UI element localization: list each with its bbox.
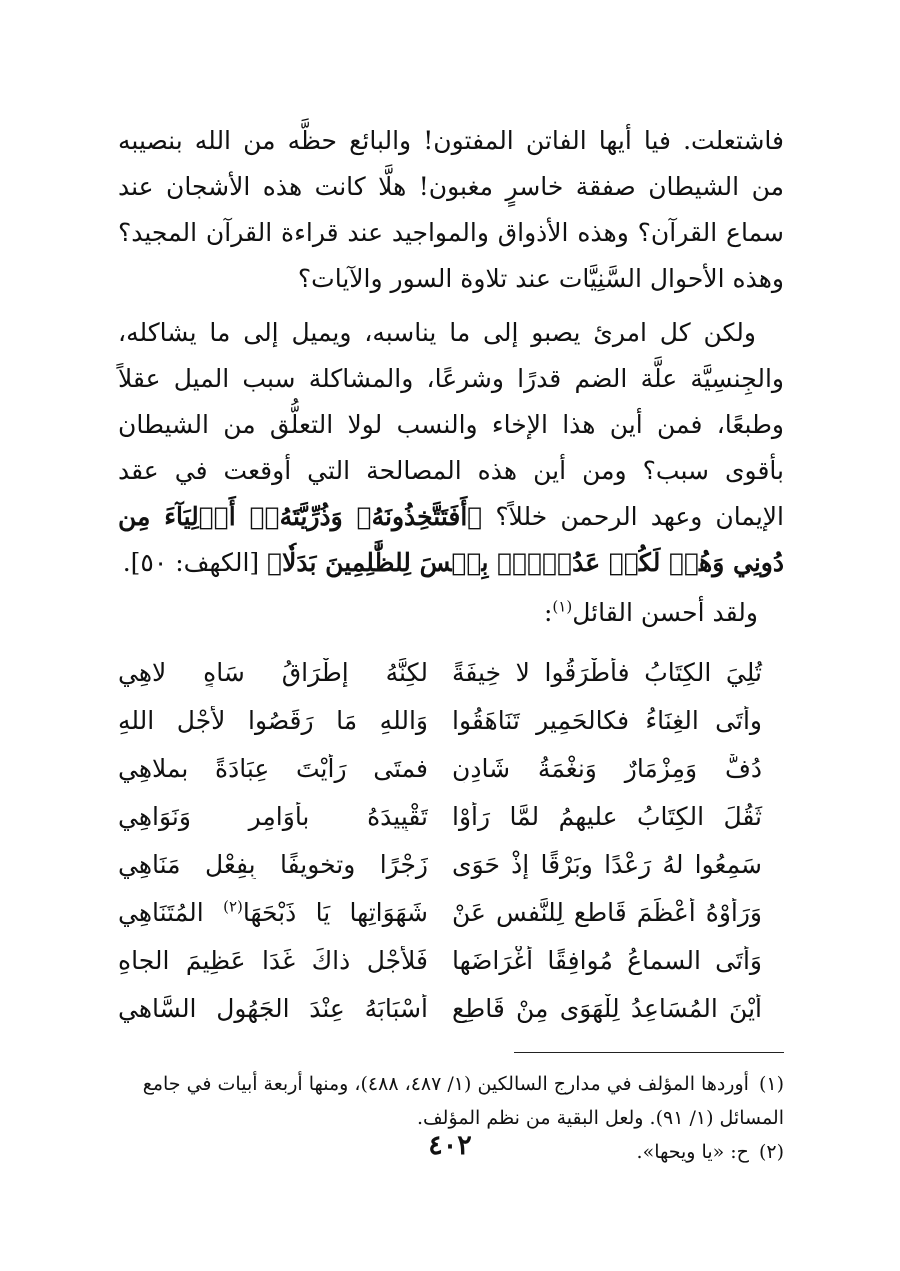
poem-intro-colon: : bbox=[543, 598, 553, 627]
verse-first-hemistich: وَأتَى السماعُ مُوافِقًا أَغْرَاضَها bbox=[452, 945, 762, 975]
verse bbox=[118, 840, 784, 888]
verse-second-hemistich: فَلأَجْلِ ذاكَ غَدَا عَظِيمَ الجاهِ bbox=[118, 945, 428, 975]
verse-second-hemistich: لكِنَّهُ إِطْرَاقُ سَاهٍ لاهِي bbox=[118, 657, 428, 687]
page-number: ٤٠٢ bbox=[428, 1130, 472, 1161]
verse bbox=[118, 984, 784, 1032]
footnote-mark-1: (١) bbox=[552, 597, 573, 616]
verse bbox=[118, 648, 784, 696]
verse-first-hemistich: وَرَأَوْهُ أَعْظَمَ قَاطعٍ لِلنَّفسِ عَنْ bbox=[452, 897, 762, 927]
verse-second-hemistich: تَقْيِيدَهُ بأَوَامِرٍ وَنَوَاهِي bbox=[118, 801, 428, 831]
verse-first-hemistich: دُفٌّ وَمِزْمَارٌ وَنغْمَةُ شَادِنٍ bbox=[452, 753, 762, 783]
poem-intro bbox=[118, 590, 758, 636]
verse bbox=[118, 792, 784, 840]
footnote bbox=[118, 1067, 784, 1135]
quran-reference: [الكهف: ٥٠]. bbox=[122, 548, 260, 577]
verse bbox=[118, 888, 784, 936]
verse bbox=[118, 744, 784, 792]
verse-second-hemistich: فمتَى رَأَيْتَ عِبَادَةً بملاهِي bbox=[118, 753, 428, 783]
verse bbox=[118, 696, 784, 744]
hemistich-text: شَهَوَاتِها يَا ذَبْحَهَا bbox=[242, 897, 428, 927]
verse-second-hemistich: زَجْرًا وتخويفًا بِفِعْلِ مَنَاهِي bbox=[118, 849, 428, 879]
footnote-number: (١) bbox=[758, 1073, 784, 1095]
verse-first-hemistich: تُلِيَ الكِتَابُ فأَطْرَقُوا لا خِيفَةً bbox=[452, 657, 762, 687]
verse-second-hemistich bbox=[118, 898, 428, 927]
verse-first-hemistich: ثَقُلَ الكِتَابُ عليهِمُ لمَّا رَأَوْا bbox=[452, 801, 762, 831]
footnote-number: (٢) bbox=[758, 1141, 784, 1163]
footnote-divider bbox=[514, 1052, 784, 1053]
poem-intro-text: ولقد أحسن القائل bbox=[572, 598, 758, 627]
verse bbox=[118, 936, 784, 984]
poem bbox=[118, 648, 784, 1032]
verse-first-hemistich: سَمِعُوا لهُ رَعْدًا وبَرْقًا إِذْ حَوَى bbox=[452, 849, 762, 879]
paragraph-2 bbox=[118, 310, 784, 586]
verse-second-hemistich: أَسْبَابَهُ عِنْدَ الجَهُولِ السَّاهي bbox=[118, 993, 428, 1023]
paragraph-1: فاشتعلت. فيا أيها الفاتن المفتون! والبائع حظَّه من الله بنصيبه من الشيطان صفقة خاسرٍ مغبون! هلَّا كانت هذه الأشجان عند سماع القرآن؟ وهذه الأذواق والمواجيد عند قراءة القرآن المجيد؟ وهذه الأحوال السَّنِيَّات عند تلاوة السور والآيات؟ bbox=[118, 126, 784, 293]
footnote-mark-2: (٢) bbox=[223, 897, 243, 916]
hemistich-text-end: المُتَنَاهِي bbox=[118, 897, 224, 927]
verse-first-hemistich: وأتَى الغِنَاءُ فكالحَمِيرِ تَنَاهَقُوا bbox=[452, 705, 762, 735]
verse-first-hemistich: أيْنَ المُسَاعِدُ لِلْهَوَى مِنْ قَاطِعٍ bbox=[452, 993, 762, 1023]
page-content bbox=[118, 118, 784, 1168]
quran-verse: ﴿أَفَتَتَّخِذُونَهُۥ وَذُرِّيَّتَهُۥٓ أَوۡلِيَآءَ مِن دُونِي وَهُمۡ لَكُمۡ عَدُوُّۢۚ بِئۡسَ لِلظَّٰلِمِينَ بَدَلٗا﴾ bbox=[118, 502, 784, 577]
footnote-text: ح: «يا ويحها». bbox=[636, 1141, 749, 1163]
paragraph-2-text: ولكن كل امرئ يصبو إلى ما يناسبه، ويميل إلى ما يشاكله، والجِنسِيَّة علَّة الضم قدرًا وشرعًا، والمشاكلة سبب الميل عقلاً وطبعًا، فمن أين هذا الإخاء والنسب لولا التعلُّق من الشيطان بأقوى سبب؟ ومن أين هذه المصالحة التي أوقعت في عقد الإيمان وعهد الرحمن خللاً؟ bbox=[118, 318, 784, 531]
verse-second-hemistich: وَاللهِ مَا رَقَصُوا لأجْلِ اللهِ bbox=[118, 705, 428, 735]
footnote-text: أوردها المؤلف في مدارج السالكين (١/ ٤٨٧، ٤٨٨)، ومنها أربعة أبيات في جامع المسائل (١/ ٩١). ولعل البقية من نظم المؤلف. bbox=[142, 1073, 784, 1129]
